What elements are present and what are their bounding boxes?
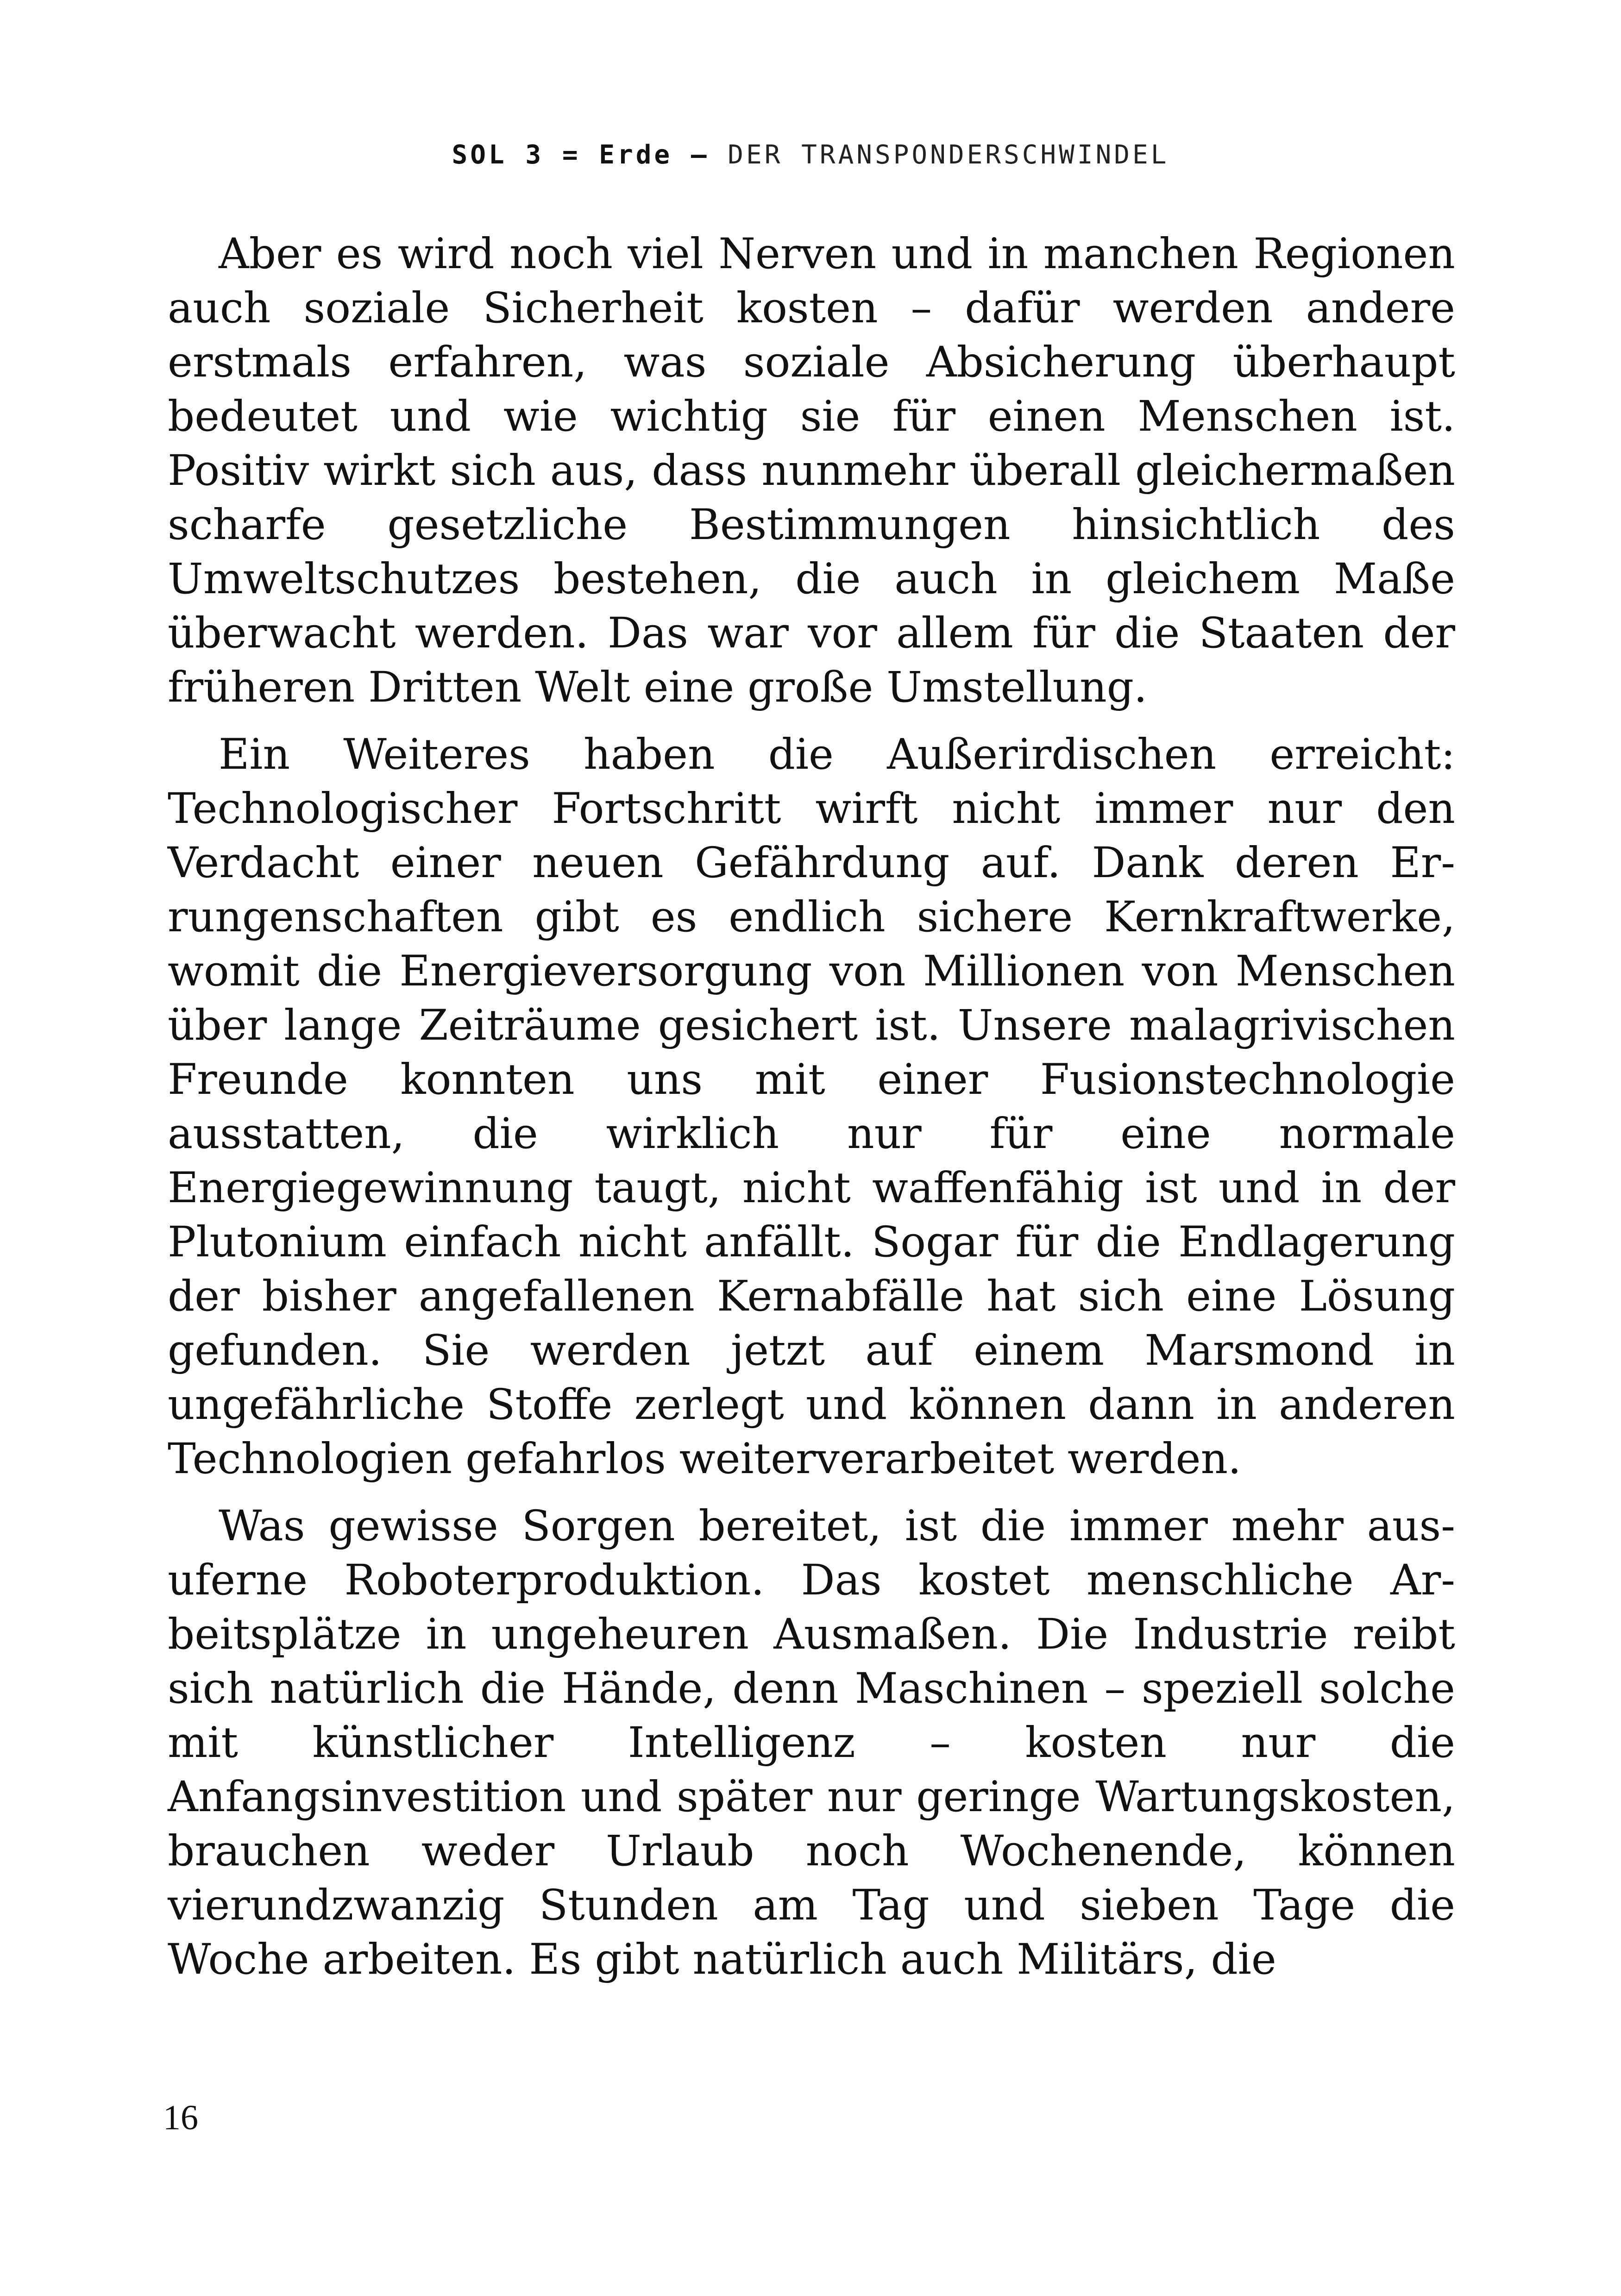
paragraph-2: Ein Weiteres haben die Außerirdischen erreicht: Technologischer Fortschritt wirft nicht immer nur den Verdacht einer neuen Gefährdung auf. Dank deren Errungenschaften gibt es endlich sichere Kernkraftwerke, womit die Energieversorgung von Millionen von Menschen über lange Zeiträume gesichert ist. Unsere malagrivischen Freunde konnten uns mit einer Fusionstechnologie ausstatten, die wirklich nur für eine normale Energiegewinnung taugt, nicht waffenfähig ist und in der Plutonium einfach nicht anfällt. Sogar für die Endlagerung der bisher angefallenen Kernabfälle hat sich eine Lösung gefunden. Sie werden jetzt auf einem Marsmond in ungefährliche Stoffe zerlegt und können dann in anderen Technologien gefahrlos weiterverarbeitet werden. [168,730,1455,1483]
body-text [168,227,1455,2000]
running-header [0,139,1621,171]
paragraph-3: Was gewisse Sorgen bereitet, ist die immer mehr ausuferne Roboterproduktion. Das kostet menschliche Arbeitsplätze in ungeheuren Ausmaßen. Die Industrie reibt sich natürlich die Hände, denn Maschinen – speziell solche mit künstlicher Intelligenz – kosten nur die Anfangsinvestition und später nur geringe Wartungskosten, brauchen weder Urlaub noch Wochenende, können vierundzwanzig Stunden am Tag und sieben Tage die Woche arbeiten. Es gibt natürlich auch Militärs, die [168,1502,1455,1984]
running-header-title: DER TRANSPONDERSCHWINDEL [728,140,1169,170]
running-header-series: SOL 3 = Erde – [452,140,710,170]
paragraph-1: Aber es wird noch viel Nerven und in manchen Regionen auch soziale Sicherheit kosten – dafür werden andere erstmals erfahren, was soziale Absicherung überhaupt bedeutet und wie wichtig sie für einen Menschen ist. Positiv wirkt sich aus, dass nunmehr überall gleichermaßen scharfe gesetzliche Bestimmungen hinsichtlich des Umweltschutzes bestehen, die auch in gleichem Maße überwacht werden. Das war vor allem für die Staaten der früheren Dritten Welt eine große Umstellung. [168,230,1455,712]
page-number: 16 [163,2098,198,2137]
